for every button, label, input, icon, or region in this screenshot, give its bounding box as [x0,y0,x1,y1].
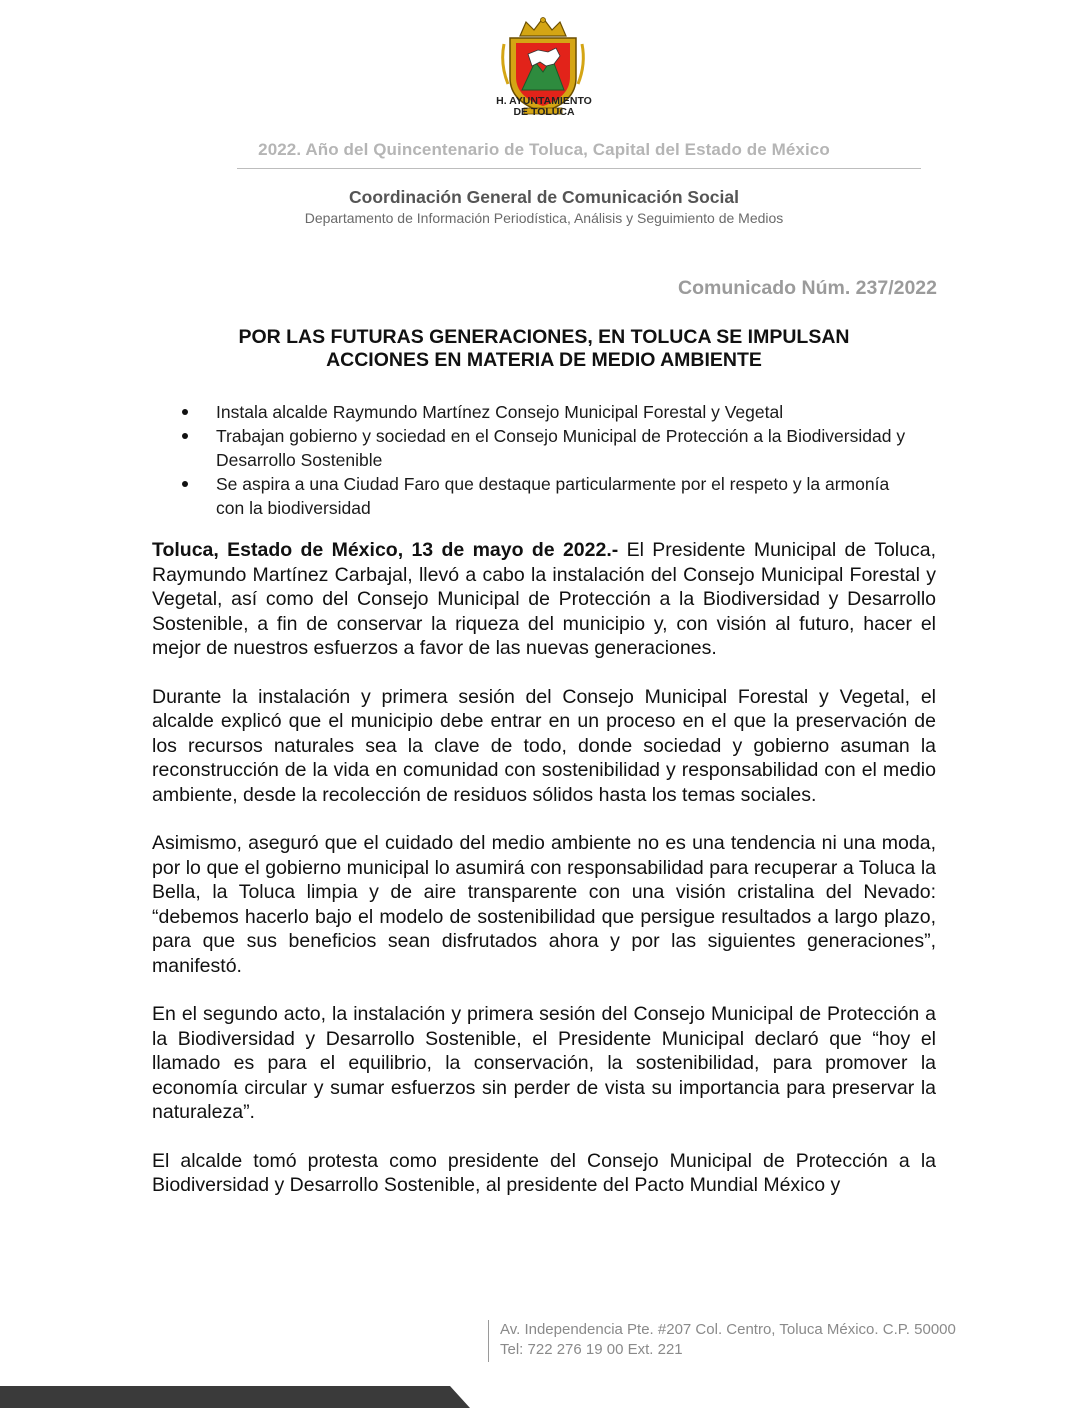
list-item [176,472,916,520]
footer-bar [0,1386,1088,1408]
paragraph-3: Asimismo, aseguró que el cuidado del medio ambiente no es una tendencia ni una moda, por lo que el gobierno municipal lo asumirá con responsabilidad para recuperar a Toluca la Bella, la Toluca limpia y de aire transparente con una visión cristalina del Nevado: “debemos hacerlo bajo el modelo de sostenibilidad que persigue resultados a largo plazo, para que sus beneficios sean disfrutados ahora y por las siguientes generaciones”, manifestó. [152,832,936,977]
list-item [176,424,916,472]
coordination-title: Coordinación General de Comunicación Social [349,187,739,207]
year-banner: 2022. Año del Quincentenario de Toluca, Capital del Estado de México [258,140,830,159]
logo-line-2: DE TOLUCA [513,106,575,118]
paragraph-2: Durante la instalación y primera sesión del Consejo Municipal Forestal y Vegetal, el alcalde explicó que el municipio debe entrar en un proceso en el que la preservación de los recursos naturales sea la clave de todo, donde sociedad y gobierno asuman la reconstrucción de la vida en comunidad con sostenibilidad y responsabilidad con el medio ambiente, desde la recolección de residuos sólidos hasta los temas sociales. [152,685,936,806]
paragraph-1-text: El Presidente Municipal de Toluca, Raymundo Martínez Carbajal, llevó a cabo la instalación del Consejo Municipal Forestal y Vegetal, así como del Consejo Municipal de Protección a la Biodiversidad y Desarrollo Sostenible, a fin de conservar la riqueza del municipio y, con visión al futuro, hacer el mejor de nuestros esfuerzos a favor de las nuevas generaciones. [152,539,936,659]
logo-line-1: H. AYUNTAMIENTO [496,95,592,107]
dateline: Toluca, Estado de México, 13 de mayo de 2022.- [152,539,619,561]
headline-line-1: POR LAS FUTURAS GENERACIONES, EN TOLUCA SE IMPULSAN [238,326,850,348]
article-body [152,538,936,1222]
release-number: Comunicado Núm. 237/2022 [677,277,937,299]
header-divider [237,168,921,169]
bullet-text: Trabajan gobierno y sociedad en el Consejo Municipal de Protección a la Biodiversidad y Desarrollo Sostenible [216,426,906,470]
headline-line-2: ACCIONES EN MATERIA DE MEDIO AMBIENTE [326,349,762,371]
footer-divider [488,1320,489,1362]
bullet-icon [182,409,188,415]
logo-caption [470,96,618,118]
press-release-headline [152,326,936,372]
phone-line: Tel: 722 276 19 00 Ext. 221 [500,1341,683,1358]
bullet-text: Se aspira a una Ciudad Faro que destaque particularmente por el respeto y la armonía con la biodiversidad [216,474,890,518]
paragraph-4: En el segundo acto, la instalación y primera sesión del Consejo Municipal de Protección a la Biodiversidad y Desarrollo Sostenible, el Presidente Municipal declaró que “hoy el llamado es para el equilibrio, la conservación, la sostenibilidad, para promover la economía circular y sumar esfuerzos sin perder de vista su importancia para preservar la naturaleza”. [152,1003,936,1123]
bullet-icon [182,481,188,487]
bullet-text: Instala alcalde Raymundo Martínez Consejo Municipal Forestal y Vegetal [216,402,784,422]
paragraph-1 [152,538,936,661]
paragraph-5: El alcalde tomó protesta como presidente del Consejo Municipal de Protección a la Biodiversidad y Desarrollo Sostenible, al presidente del Pacto Mundial México y [152,1149,936,1196]
footer-address [500,1320,956,1360]
address-line: Av. Independencia Pte. #207 Col. Centro, Toluca México. C.P. 50000 [500,1321,956,1338]
bullet-icon [182,433,188,439]
list-item [176,400,916,424]
summary-bullets [176,400,916,520]
department-subtitle: Departamento de Información Periodística, Análisis y Seguimiento de Medios [304,210,784,226]
